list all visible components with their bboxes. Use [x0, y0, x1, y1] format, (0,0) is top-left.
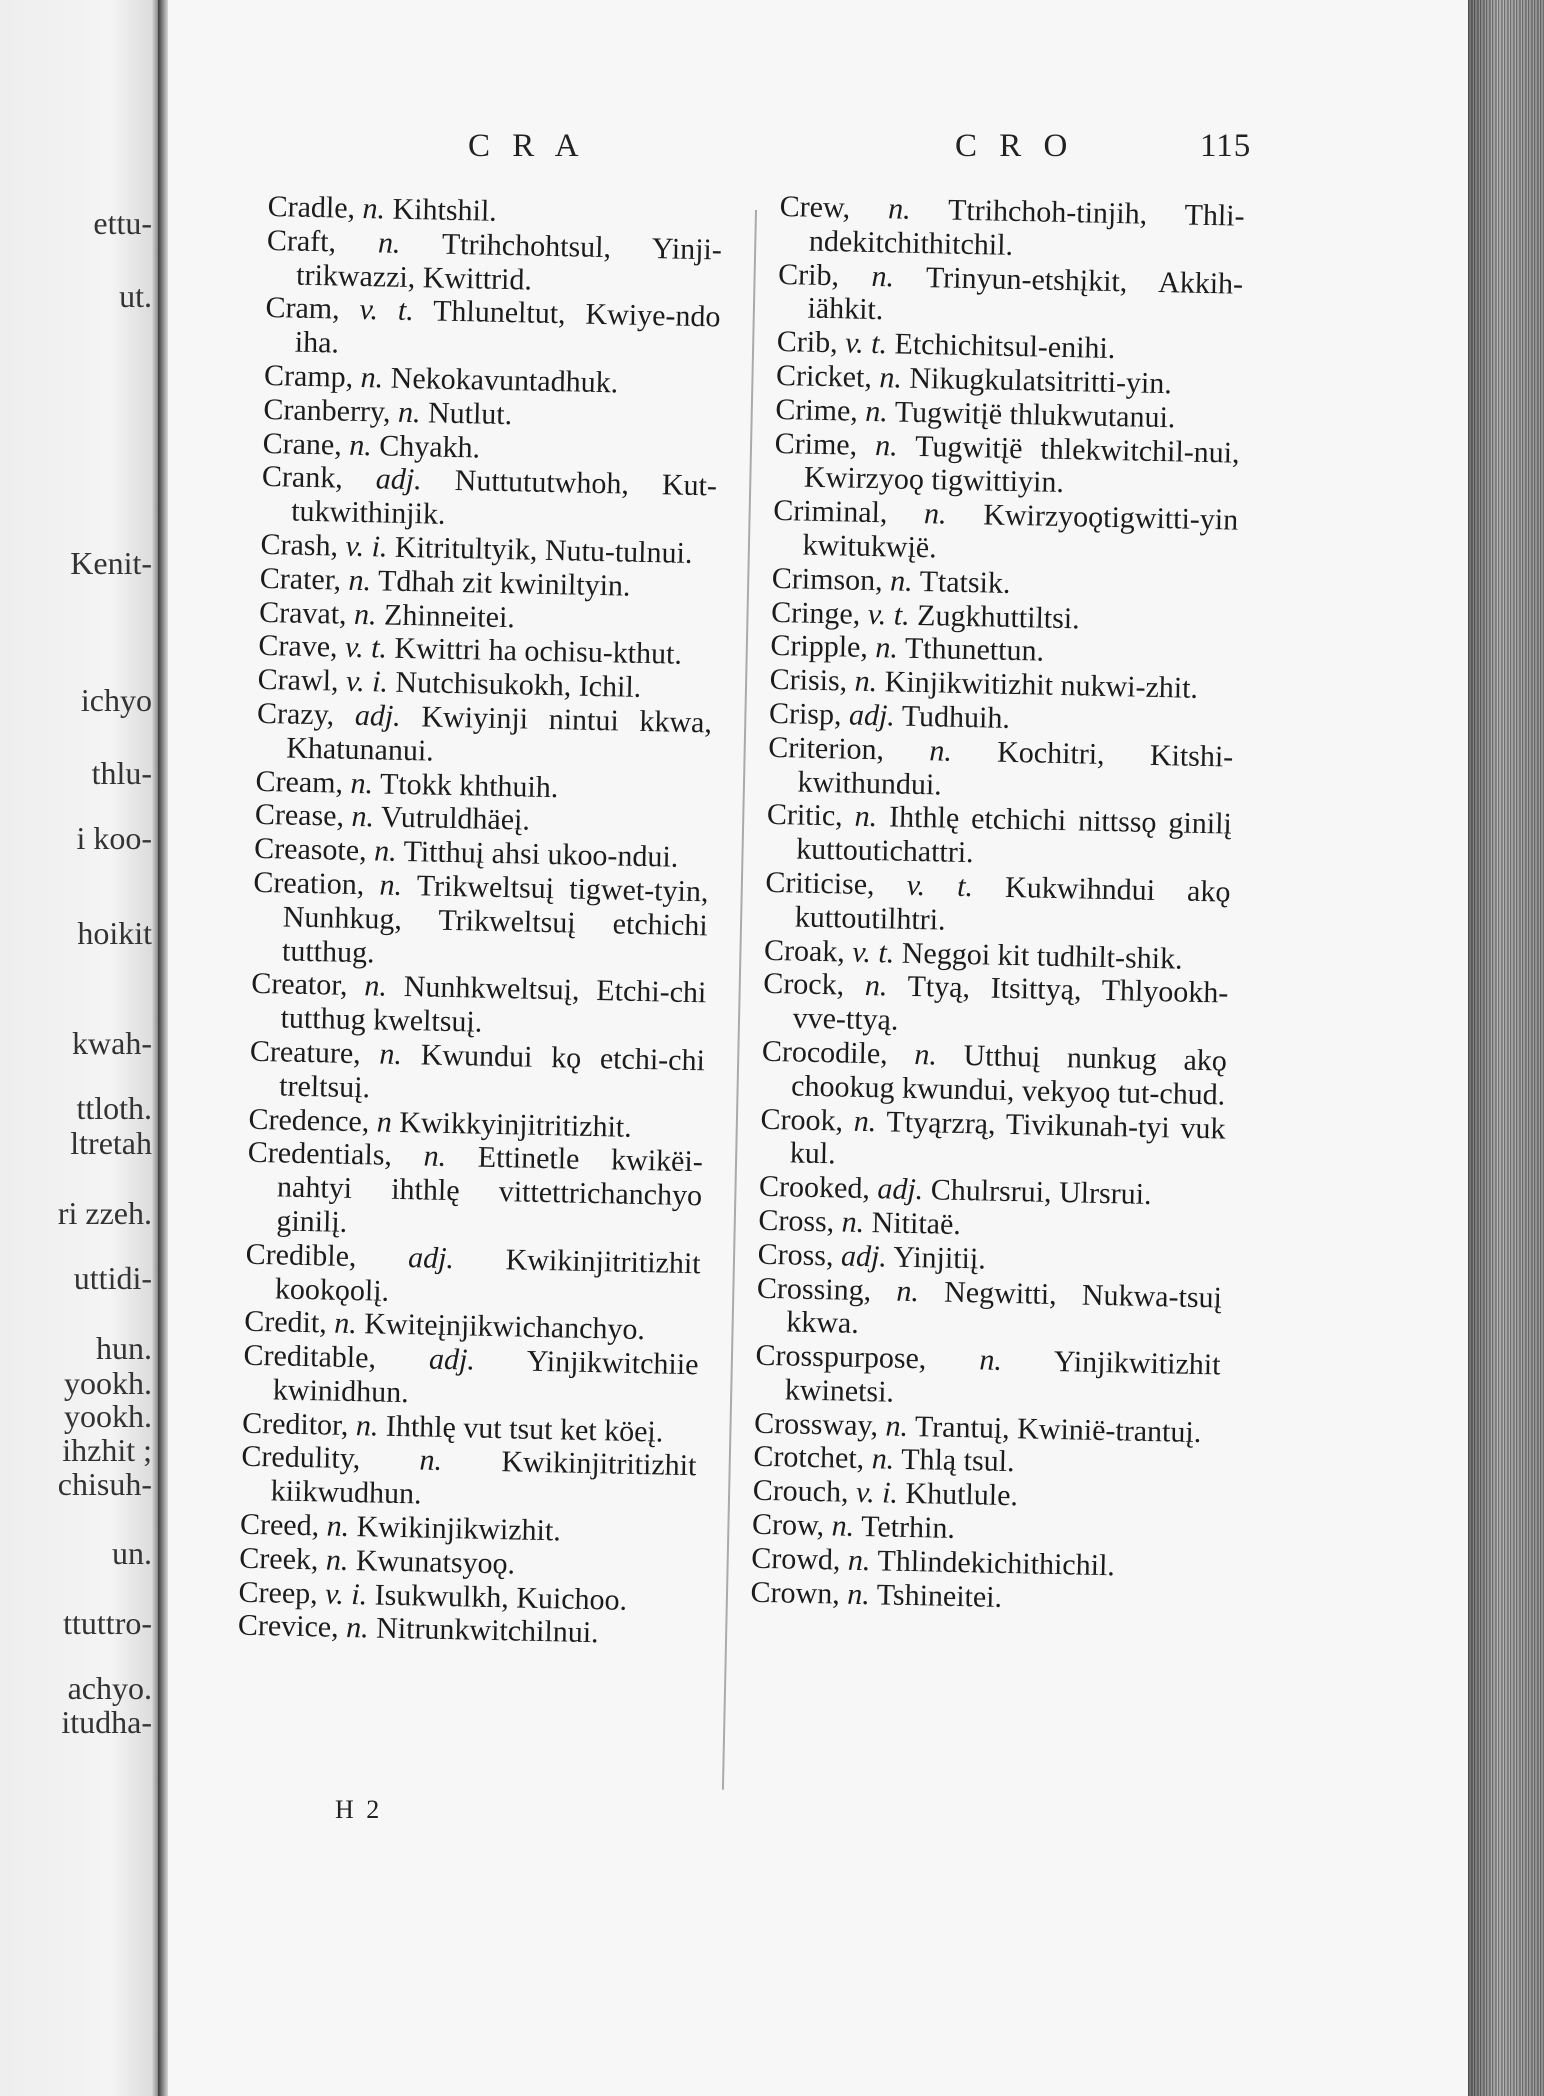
- entry-part-of-speech: n.: [325, 1543, 349, 1577]
- entry-headword: Crank,: [261, 460, 344, 496]
- entry-part-of-speech: n.: [326, 1509, 350, 1544]
- entry-headword: Crane,: [262, 426, 343, 462]
- entry-part-of-speech: n.: [831, 1509, 855, 1543]
- entry-part-of-speech: n: [376, 1105, 393, 1139]
- entry-headword: Cross,: [758, 1203, 835, 1239]
- entry-part-of-speech: adj.: [848, 698, 896, 733]
- dictionary-entry: [256, 697, 712, 774]
- entry-part-of-speech: v. t.: [906, 868, 974, 904]
- dictionary-entry: [777, 258, 1243, 335]
- entry-translation: Chulrsrui, Ulrsrui.: [930, 1173, 1152, 1212]
- entry-headword: Crime,: [774, 426, 858, 462]
- entry-translation: Khutlule.: [905, 1477, 1019, 1513]
- entry-translation: Kwikkyinjitritizhit.: [398, 1105, 633, 1144]
- entry-part-of-speech: n.: [841, 1205, 865, 1239]
- entry-headword: Creditor,: [241, 1406, 349, 1442]
- entry-part-of-speech: adj.: [840, 1239, 888, 1274]
- facing-page-fragment: ltretah: [70, 1125, 152, 1161]
- entry-translation: Thluneltut, Kwiye-ndo iha.: [294, 294, 721, 360]
- dictionary-column-right: [750, 190, 1245, 1619]
- entry-part-of-speech: n.: [874, 428, 899, 463]
- entry-part-of-speech: n.: [364, 969, 388, 1003]
- entry-translation: Yinjitiį.: [892, 1240, 987, 1276]
- entry-translation: Trinyun-etshįkit, Akkih-iähkit.: [807, 260, 1244, 327]
- entry-part-of-speech: n.: [350, 766, 374, 800]
- entry-headword: Credit,: [243, 1305, 328, 1340]
- entry-headword: Crazy,: [256, 696, 335, 732]
- entry-part-of-speech: n.: [345, 1611, 370, 1645]
- dictionary-entry: [755, 1339, 1221, 1416]
- facing-page-fragment: ut.: [119, 278, 152, 314]
- entry-translation: Kwiteįnjikwichanchyo.: [363, 1307, 646, 1347]
- entry-headword: Criticise,: [765, 865, 875, 902]
- dictionary-entry: [767, 731, 1233, 808]
- entry-part-of-speech: n.: [879, 361, 903, 395]
- entry-part-of-speech: n.: [846, 1577, 871, 1611]
- entry-translation: Nunhkweltsuį, Etchi-chi tutthug kweltsuį.: [280, 970, 707, 1039]
- entry-translation: Ttokk khthuih.: [379, 767, 559, 804]
- entry-part-of-speech: n.: [871, 1442, 895, 1477]
- entry-headword: Craft,: [266, 223, 337, 259]
- entry-translation: Tugwitįë thlekwitchil-nui, Kwirzyoǫ tigwittiyin.: [803, 429, 1240, 500]
- entry-translation: Ihthlę etchichi nittssǫ ginilį kuttoutichattri.: [795, 800, 1233, 870]
- entry-part-of-speech: adj.: [407, 1240, 455, 1275]
- entry-translation: Zugkhuttiltsi.: [916, 598, 1081, 635]
- entry-headword: Crater,: [259, 561, 342, 597]
- entry-part-of-speech: v. i.: [345, 529, 388, 564]
- entry-translation: Kwundui kǫ etchi-chi treltsuį.: [278, 1038, 706, 1105]
- entry-translation: Nuttututwhoh, Kut-tukwithinjik.: [290, 464, 718, 531]
- entry-translation: Kwirzyoǫtigwitti-yin kwitukwįë.: [802, 498, 1239, 565]
- entry-translation: Kwittri ha ochisu-kthut.: [394, 632, 683, 672]
- entry-headword: Crossing,: [756, 1271, 872, 1307]
- facing-page-fragment: ttloth.: [76, 1090, 152, 1126]
- entry-translation: Ttrihchoh-tinjih, Thli-ndekitchithitchil.: [808, 193, 1245, 262]
- facing-page-fragment: ihzhit ;: [62, 1432, 152, 1468]
- entry-headword: Cringe,: [770, 595, 861, 631]
- entry-part-of-speech: n.: [875, 631, 899, 665]
- entry-headword: Crown,: [750, 1575, 841, 1611]
- dictionary-entry: [261, 460, 717, 537]
- entry-part-of-speech: n.: [847, 1543, 871, 1578]
- entry-translation: Yinjikwitizhit kwinetsi.: [784, 1345, 1221, 1409]
- entry-part-of-speech: n.: [419, 1443, 443, 1478]
- facing-page-fragment: itudha-: [61, 1704, 152, 1740]
- entry-translation: Ettinetle kwikëi-nahtyi ihthlę vittettrichanchyo ginilį.: [276, 1140, 704, 1239]
- entry-headword: Crimson,: [771, 561, 884, 597]
- entry-part-of-speech: n.: [353, 597, 377, 631]
- entry-translation: Kitritultyik, Nutu-tulnui.: [394, 530, 693, 570]
- entry-translation: Negwitti, Nukwa-tsuį kkwa.: [785, 1275, 1223, 1341]
- entry-part-of-speech: n.: [885, 1409, 909, 1443]
- entry-translation: Tshineitei.: [876, 1578, 1003, 1614]
- entry-headword: Criterion,: [767, 730, 885, 767]
- entry-translation: Kihtshil.: [392, 192, 498, 228]
- entry-part-of-speech: n.: [854, 800, 878, 834]
- entry-part-of-speech: n.: [373, 834, 397, 868]
- dictionary-entry: [772, 494, 1238, 571]
- facing-page-fragment: ttuttro-: [63, 1605, 152, 1641]
- entry-part-of-speech: v. t.: [867, 597, 911, 632]
- entry-headword: Critic,: [766, 798, 844, 833]
- entry-headword: Creation,: [253, 865, 365, 902]
- entry-translation: Neggoi kit tudhilt-shik.: [901, 936, 1183, 976]
- dictionary-entry: [243, 1339, 699, 1416]
- facing-page-fragment: ettu-: [93, 205, 152, 241]
- entry-headword: Criminal,: [772, 494, 888, 530]
- entry-translation: Kwunatsyoǫ.: [355, 1544, 516, 1581]
- entry-part-of-speech: n.: [423, 1139, 447, 1174]
- running-head-left: C R A: [468, 128, 586, 164]
- entry-part-of-speech: n.: [348, 563, 372, 598]
- entry-part-of-speech: n.: [355, 1408, 379, 1443]
- entry-translation: Thlą tsul.: [900, 1443, 1015, 1479]
- entry-part-of-speech: n.: [853, 1104, 877, 1138]
- entry-translation: Utthuį nunkug akǫ chookug kwundui, vekyoǫ tut-chud.: [790, 1038, 1228, 1112]
- entry-part-of-speech: n.: [333, 1306, 358, 1341]
- entry-headword: Creature,: [249, 1034, 362, 1071]
- entry-headword: Credulity,: [241, 1440, 361, 1476]
- entry-part-of-speech: adj.: [354, 698, 402, 733]
- facing-page-fragment: ri zzeh.: [57, 1195, 152, 1231]
- entry-translation: Nutchisukokh, Ichil.: [395, 665, 642, 705]
- entry-part-of-speech: v. t.: [844, 326, 888, 361]
- entry-translation: Vutruldhäeį.: [380, 800, 531, 837]
- entry-headword: Credence,: [248, 1102, 370, 1138]
- facing-page-fragment: i koo-: [76, 820, 152, 856]
- facing-page-fragment: Kenit-: [70, 545, 152, 581]
- entry-translation: Yinjikwitchiie kwinidhun.: [272, 1344, 699, 1410]
- entry-part-of-speech: v. t.: [852, 935, 895, 970]
- entry-translation: Nititaë.: [871, 1206, 962, 1241]
- entry-translation: Etchichitsul-enihi.: [894, 327, 1116, 366]
- facing-page-fragment: achyo.: [67, 1670, 152, 1706]
- facing-page-fragment: hoikit: [77, 915, 152, 951]
- entry-headword: Cram,: [265, 291, 341, 326]
- entry-headword: Creditable,: [243, 1338, 377, 1375]
- entry-translation: Kukwihndui akǫ kuttoutilhtri.: [794, 870, 1231, 937]
- dictionary-entry: [774, 427, 1240, 504]
- entry-headword: Creep,: [238, 1575, 319, 1611]
- entry-translation: Ttrihchohtsul, Yinji-trikwazzi, Kwittrid.: [295, 227, 723, 297]
- entry-translation: Zhinneitei.: [383, 598, 516, 634]
- entry-headword: Crib,: [776, 325, 838, 360]
- entry-translation: Chyakh.: [378, 428, 481, 465]
- entry-headword: Cricket,: [775, 358, 873, 394]
- dictionary-entry: [761, 1035, 1227, 1112]
- entry-translation: Tetrhin.: [860, 1510, 956, 1546]
- entry-headword: Crocodile,: [761, 1034, 889, 1071]
- entry-headword: Credentials,: [247, 1136, 393, 1173]
- dictionary-entry: [266, 224, 722, 301]
- page-block-edge: [1468, 0, 1544, 2096]
- dictionary-column-left: [238, 190, 723, 1652]
- entry-headword: Crotchet,: [753, 1440, 865, 1476]
- entry-part-of-speech: n.: [360, 360, 384, 395]
- entry-headword: Creasote,: [253, 831, 367, 868]
- entry-part-of-speech: adj.: [428, 1342, 476, 1377]
- entry-part-of-speech: n.: [377, 226, 401, 260]
- entry-part-of-speech: v. i.: [324, 1577, 368, 1612]
- entry-part-of-speech: v. t.: [359, 293, 415, 328]
- entry-headword: Cravat,: [258, 595, 347, 631]
- entry-headword: Crash,: [260, 527, 339, 563]
- entry-translation: Ihthlę vut tsut ket köeį.: [385, 1409, 664, 1449]
- entry-translation: Trantuį, Kwiniё-trantuį.: [914, 1409, 1202, 1449]
- dictionary-entry: [240, 1440, 696, 1517]
- entry-headword: Crib,: [777, 257, 840, 292]
- entry-translation: Titthuį ahsi ukoo-ndui.: [403, 835, 679, 874]
- entry-translation: Tudhuih.: [901, 699, 1011, 735]
- entry-headword: Crew,: [779, 190, 851, 225]
- entry-translation: Kinjikwitizhit nukwi-zhit.: [884, 665, 1199, 706]
- entry-translation: Kwikinjitritizhit kookǫolį.: [274, 1242, 701, 1308]
- page-number: 115: [1200, 128, 1252, 164]
- entry-part-of-speech: adj.: [877, 1172, 924, 1207]
- facing-page-fragment: ichyo: [80, 682, 152, 718]
- dictionary-entry: [246, 1136, 703, 1247]
- book-gutter: [158, 0, 168, 2096]
- entry-headword: Cream,: [255, 764, 344, 800]
- facing-page-fragment: thlu-: [91, 755, 152, 791]
- entry-headword: Creator,: [251, 967, 348, 1003]
- entry-part-of-speech: n.: [397, 395, 421, 430]
- dictionary-entry: [762, 967, 1228, 1044]
- entry-headword: Crouch,: [752, 1473, 849, 1509]
- entry-headword: Crooked,: [758, 1169, 871, 1206]
- entry-part-of-speech: n.: [871, 259, 895, 293]
- entry-headword: Crime,: [775, 392, 859, 428]
- entry-part-of-speech: n.: [887, 192, 911, 226]
- entry-part-of-speech: v. i.: [855, 1476, 899, 1511]
- entry-part-of-speech: n.: [889, 564, 914, 598]
- entry-part-of-speech: n.: [864, 969, 888, 1003]
- entry-headword: Crave,: [258, 629, 338, 664]
- dictionary-entry: [250, 967, 706, 1044]
- entry-part-of-speech: n.: [379, 1037, 403, 1071]
- dictionary-entry: [245, 1237, 701, 1314]
- entry-translation: Ttyąrzrą, Tivikunah-tyi vuk kul.: [789, 1104, 1226, 1171]
- entry-headword: Crook,: [760, 1102, 844, 1138]
- dictionary-entry: [766, 798, 1232, 875]
- entry-part-of-speech: n.: [348, 428, 373, 462]
- entry-translation: Isukwulkh, Kuichoo.: [374, 1578, 628, 1617]
- entry-translation: Thlindekichithichil.: [877, 1544, 1116, 1583]
- entry-headword: Credible,: [245, 1237, 357, 1273]
- entry-part-of-speech: v. t.: [344, 631, 388, 665]
- entry-part-of-speech: n.: [979, 1343, 1003, 1377]
- dictionary-entry: [759, 1102, 1225, 1179]
- dictionary-entry: [264, 291, 720, 368]
- dictionary-entry: [764, 866, 1230, 943]
- entry-part-of-speech: n.: [865, 394, 889, 429]
- facing-page-fragment: un.: [112, 1535, 152, 1571]
- entry-headword: Cramp,: [263, 358, 354, 394]
- entry-part-of-speech: n.: [896, 1274, 920, 1308]
- entry-translation: Nutlut.: [427, 396, 513, 431]
- entry-translation: Tugwitįë thlukwutanui.: [894, 395, 1176, 435]
- entry-part-of-speech: n.: [362, 191, 386, 226]
- entry-headword: Crease,: [254, 798, 345, 834]
- entry-translation: Nekokavuntadhuk.: [390, 361, 619, 400]
- facing-page-fragment: kwah-: [72, 1025, 152, 1061]
- entry-translation: Tdhah zit kwiniltyin.: [377, 564, 631, 603]
- entry-translation: Nikugkulatsitritti-yin.: [909, 361, 1173, 401]
- entry-headword: Crawl,: [257, 663, 339, 698]
- entry-part-of-speech: adj.: [375, 462, 423, 497]
- facing-page-fragment: yookh.: [64, 1365, 152, 1401]
- entry-headword: Crowd,: [750, 1541, 841, 1577]
- running-head-right: C R O: [955, 128, 1075, 164]
- entry-part-of-speech: n.: [351, 800, 375, 834]
- entry-headword: Crisis,: [769, 663, 848, 698]
- facing-page-strip: [0, 0, 158, 2096]
- entry-headword: Crisp,: [768, 696, 842, 732]
- entry-translation: Trikweltsuį tigwet-tyin, Nunhkug, Trikweltsuį etchichi tutthug.: [281, 869, 709, 969]
- dictionary-entry: [756, 1271, 1222, 1348]
- dictionary-entry: [779, 190, 1245, 267]
- entry-headword: Crock,: [763, 967, 845, 1002]
- entry-headword: Cross,: [757, 1237, 834, 1273]
- entry-part-of-speech: n.: [854, 664, 878, 699]
- facing-page-fragment: hun.: [96, 1330, 152, 1366]
- entry-part-of-speech: n.: [914, 1037, 938, 1072]
- entry-headword: Crosspurpose,: [755, 1338, 927, 1376]
- facing-page-fragment: uttidi-: [73, 1260, 152, 1296]
- dictionary-entry: [252, 866, 709, 977]
- facing-page-fragment: chisuh-: [57, 1466, 152, 1502]
- entry-translation: Ttatsik.: [919, 564, 1011, 600]
- entry-part-of-speech: n.: [929, 734, 953, 768]
- entry-translation: Kwiyinji nintui kkwa, Khatunanui.: [285, 700, 713, 768]
- entry-part-of-speech: n.: [923, 497, 947, 531]
- dictionary-entry: [249, 1035, 705, 1112]
- entry-part-of-speech: n.: [379, 868, 403, 902]
- entry-headword: Creed,: [239, 1507, 320, 1543]
- entry-headword: Creek,: [238, 1541, 319, 1577]
- entry-headword: Cradle,: [267, 190, 356, 225]
- signature-mark: H 2: [335, 1795, 383, 1824]
- entry-translation: Kwikinjikwizhit.: [356, 1510, 562, 1548]
- entry-headword: Crow,: [751, 1507, 825, 1543]
- entry-translation: Ttyą, Itsittyą, Thlyookh-vve-ttyą.: [792, 970, 1229, 1037]
- entry-part-of-speech: v. i.: [345, 664, 389, 699]
- entry-translation: Tthunettun.: [904, 632, 1045, 668]
- entry-headword: Cripple,: [770, 629, 869, 665]
- entry-translation: Kwikinjitritizhit kiikwudhun.: [270, 1445, 697, 1511]
- entry-headword: Cranberry,: [263, 392, 391, 429]
- entry-headword: Crossway,: [753, 1406, 879, 1443]
- entry-headword: Croak,: [763, 933, 846, 969]
- entry-translation: Kochitri, Kitshi-kwithundui.: [797, 735, 1234, 802]
- facing-page-fragment: yookh.: [64, 1398, 152, 1434]
- entry-translation: Nitrunkwitchilnui.: [375, 1612, 599, 1650]
- entry-headword: Crevice,: [237, 1609, 340, 1645]
